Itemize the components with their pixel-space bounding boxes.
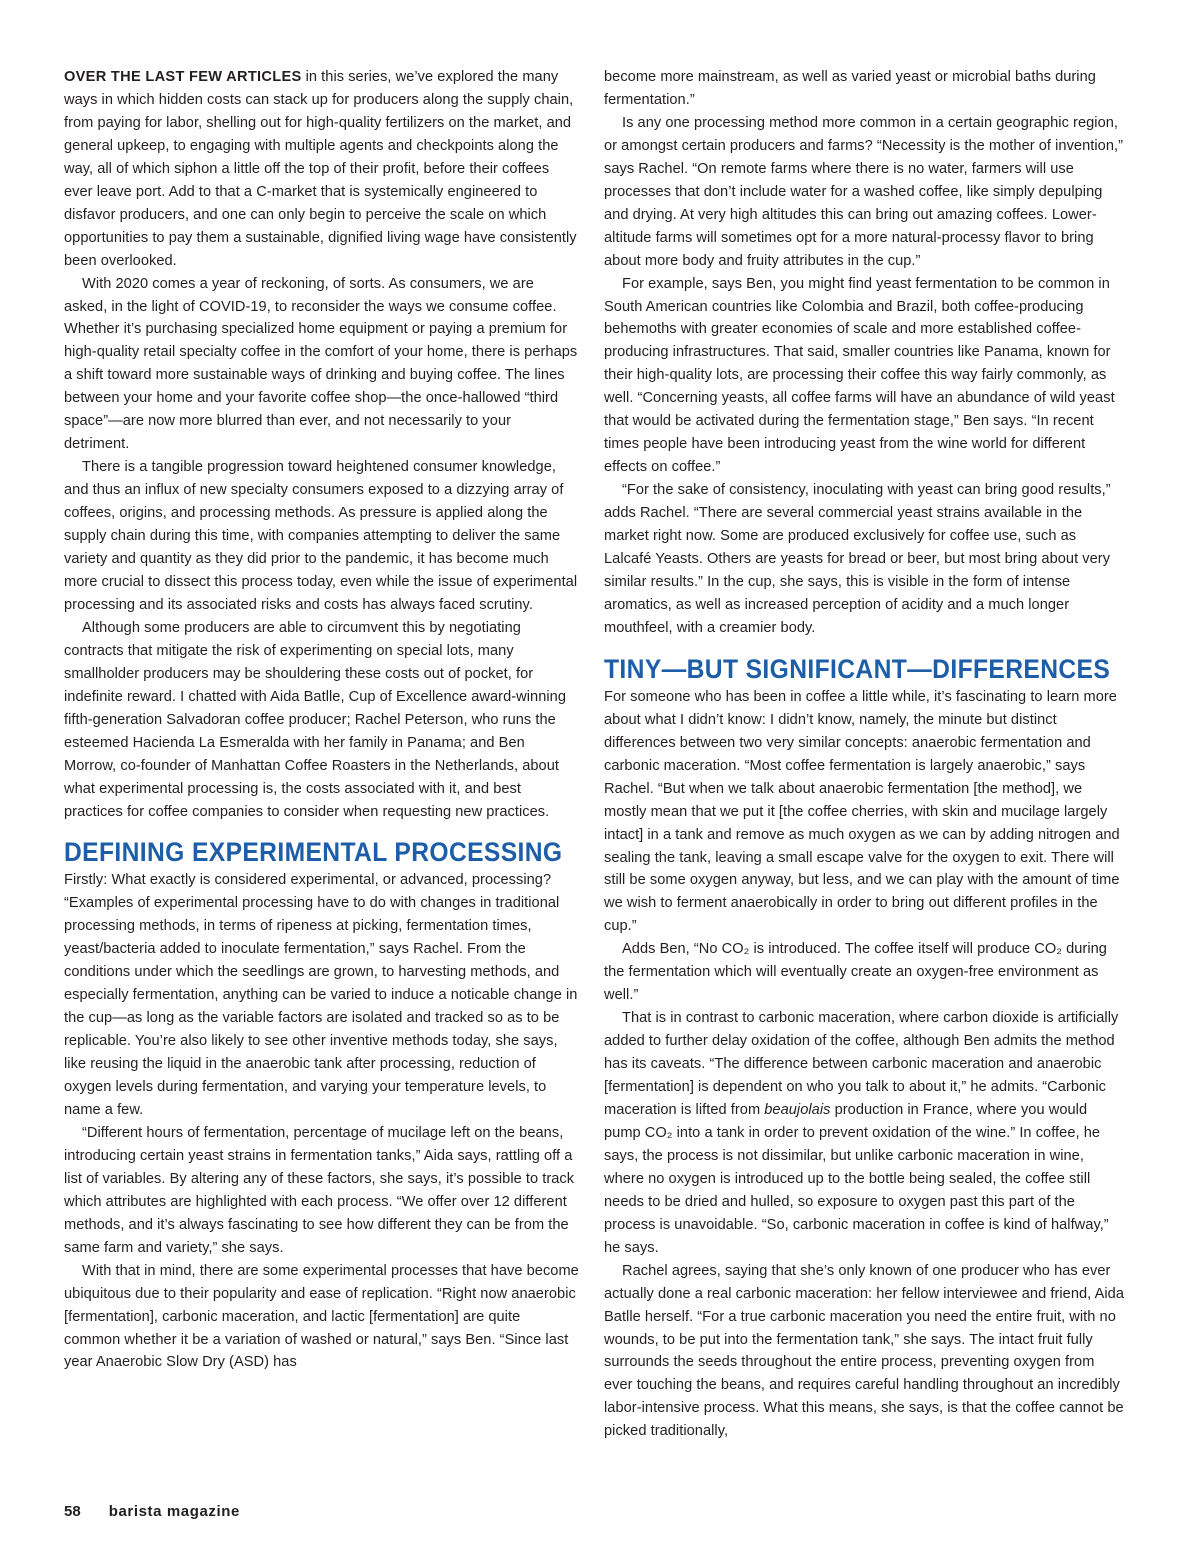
body-paragraph: Adds Ben, “No CO₂ is introduced. The coffee itself will produce CO₂ during the fermentation which will eventually create an oxygen-free environment as well.” [604,941,1107,1004]
body-paragraph: There is a tangible progression toward heightened consumer knowledge, and thus an influx of new specialty consumers exposed to a dizzying array of coffees, origins, and processing methods. As pressure is applied along the supply chain during this time, with companies attempting to deliver the same variety and quantity as they did prior to the pandemic, it has become much more crucial to dissect this process today, even while the issue of experimental processing and its associated risks and costs has always faced scrutiny. [64,459,578,613]
body-paragraph: “For the sake of consistency, inoculating with yeast can bring good results,” adds Rachel. “There are several commercial yeast strains available in the market right now. Some are produced exclusively for coffee use, such as Lalcafé Yeasts. Others are yeasts for bread or beer, but most bring about very similar results.” In the cup, she says, this is visible in the form of intense aromatics, as well as increased perception of acidity and a much longer mouthfeel, with a creamier body. [604,482,1111,636]
body-paragraph: For someone who has been in coffee a little while, it’s fascinating to learn more about what I didn’t know: I didn’t know, namely, the minute but distinct differences between two very similar concepts: anaerobic fermentation and carbonic maceration. “Most coffee fermentation is largely anaerobic,” says Rachel. “But when we talk about anaerobic fermentation [the method], we mostly mean that we put it [the coffee cherries, with skin and mucilage largely intact] in a tank and remove as much oxygen as we can by adding nitrogen and sealing the tank, leaving a small escape valve for the oxygen to exit. There will still be some oxygen anyway, but less, and we can play with the amount of time we wish to ferment anaerobically in order to bring out different profiles in the cup.” [604,688,1120,935]
body-paragraph: Although some producers are able to circumvent this by negotiating contracts that mitigate the risk of experimenting on special lots, many smallholder producers may be shouldering these costs out of pocket, for indefinite reward. I chatted with Aida Batlle, Cup of Excellence award-winning fifth-generation Salvadoran coffee producer; Rachel Peterson, who runs the esteemed Hacienda La Esmeralda with her family in Panama; and Ben Morrow, co-founder of Manhattan Coffee Roasters in the Netherlands, about what experimental processing is, the costs associated with it, and best practices for coffee companies to consider when requesting new practices. [64,619,566,820]
body-paragraph: With 2020 comes a year of reckoning, of sorts. As consumers, we are asked, in the light of COVID-19, to reconsider the ways we consume coffee. Whether it’s purchasing specialized home equipment or paying a premium for high-quality retail specialty coffee in the comfort of your home, there is perhaps a shift toward more sustainable ways of drinking and buying coffee. The lines between your home and your favorite coffee shop—the once-hallowed “third space”—are now more blurred than ever, and not necessarily to your detriment. [64,275,578,453]
body-paragraph [604,1007,1124,1259]
intro-paragraph [64,66,580,273]
page-footer [64,1503,240,1520]
italic-term: beaujolais [764,1101,831,1118]
lead-in: OVER THE LAST FEW ARTICLES [64,69,302,85]
publication-name: barista magazine [108,1503,241,1520]
section-heading: TINY—BUT SIGNIFICANT—DIFFERENCES [604,653,1111,684]
body-paragraph: Firstly: What exactly is considered experimental, or advanced, processing? “Examples of experimental processing have to do with changes in traditional processing methods, in terms of ripeness at picking, fermentation times, yeast/bacteria added to inoculate fermentation,” says Rachel. From the conditions under which the seedlings are grown, to harvesting methods, and especially fermentation, anything can be varied to induce a noticable change in the cup—as long as the variable factors are isolated and tracked so as to be replicable. You’re also likely to see other inventive methods today, she says, like reusing the liquid in the anaerobic tank after processing, reduction of oxygen levels during fermentation, and varying your temperature levels, to name a few. [64,872,578,1118]
body-paragraph: “Different hours of fermentation, percentage of mucilage left on the beans, introducing certain yeast strains in fermentation tanks,” Aida says, rattling off a list of variables. By altering any of these factors, she says, it’s possible to track which attributes are highlighted with each process. “We offer over 12 different methods, and it’s always fascinating to see how different they can be from the same farm and variety,” she says. [64,1124,575,1256]
body-paragraph: Rachel agrees, saying that she’s only known of one producer who has ever actually done a real carbonic maceration: her fellow interviewee and friend, Aida Batlle herself. “For a true carbonic maceration you need the entire fruit, with no wounds, to be put into the fermentation tank,” she says. The intact fruit fully surrounds the seeds throughout the entire process, preventing oxygen from ever touching the beans, and requires careful handling throughout an incredibly labor-intensive process. What this means, she says, is that the coffee cannot be picked traditionally, [604,1262,1124,1440]
page-number: 58 [64,1503,81,1520]
left-column [64,66,580,1374]
body-text: That is in contrast to carbonic maceration, where carbon dioxide is artificially added to further delay oxidation of the coffee, although Ben admits the method has its caveats. “The difference between carbonic maceration and anaerobic [fermentation] is dependent on who you talk to about it,” he admits. “Carbonic maceration is lifted from [604,1010,1119,1118]
right-column [604,66,1124,1443]
section-heading: DEFINING EXPERIMENTAL PROCESSING [64,837,563,868]
body-text: production in France, where you would pump CO₂ into a tank in order to prevent oxidation of the wine.” In coffee, he says, the process is not dissimilar, but unlike carbonic maceration in wine, where no oxygen is introduced up to the bottle being sealed, the coffee still needs to be dried and hulled, so exposure to oxygen past this part of the process is unavoidable. “So, carbonic maceration in coffee is kind of halfway,” he says. [604,1101,1109,1256]
body-paragraph: Is any one processing method more common in a certain geographic region, or amongst certain producers and farms? “Necessity is the mother of invention,” says Rachel. “On remote farms where there is no water, farmers will use processes that don’t include water for a washed coffee, like simply depulping and drying. At very high altitudes this can bring out amazing coffees. Lower-altitude farms will sometimes opt for a more natural-processy flavor to bring about more body and fruity attributes in the cup.” [604,114,1124,269]
body-paragraph: For example, says Ben, you might find yeast fermentation to be common in South American countries like Colombia and Brazil, both coffee-producing behemoths with greater economies of scale and more established coffee-producing infrastructures. That said, smaller countries like Panama, known for their high-quality lots, are processing their coffee this way fairly commonly, as well. “Concerning yeasts, all coffee farms will have an abundance of wild yeast that would be activated during the fermentation stage,” Ben says. “In recent times people have been introducing yeast from the wine world for different effects on coffee.” [604,275,1115,476]
intro-paragraph-text: in this series, we’ve explored the many ways in which hidden costs can stack up for producers along the supply chain, from paying for labor, shelling out for high-quality fertilizers on the market, and general upkeep, to engaging with multiple agents and checkpoints along the way, all of which siphon a little off the top of their profit, before their coffees ever leave port. Add to that a C-market that is systemically engineered to disfavor producers, and one can only begin to perceive the scale on which opportunities to pay them a sustainable, dignified living wage have consistently been overlooked. [64,69,577,269]
body-paragraph: With that in mind, there are some experimental processes that have become ubiquitous due to their popularity and ease of replication. “Right now anaerobic [fermentation], carbonic maceration, and lactic [fermentation] are quite common whether it be a variation of washed or natural,” says Ben. “Since last year Anaerobic Slow Dry (ASD) has [64,1262,579,1371]
body-paragraph: become more mainstream, as well as varied yeast or microbial baths during fermentation.” [604,69,1096,108]
